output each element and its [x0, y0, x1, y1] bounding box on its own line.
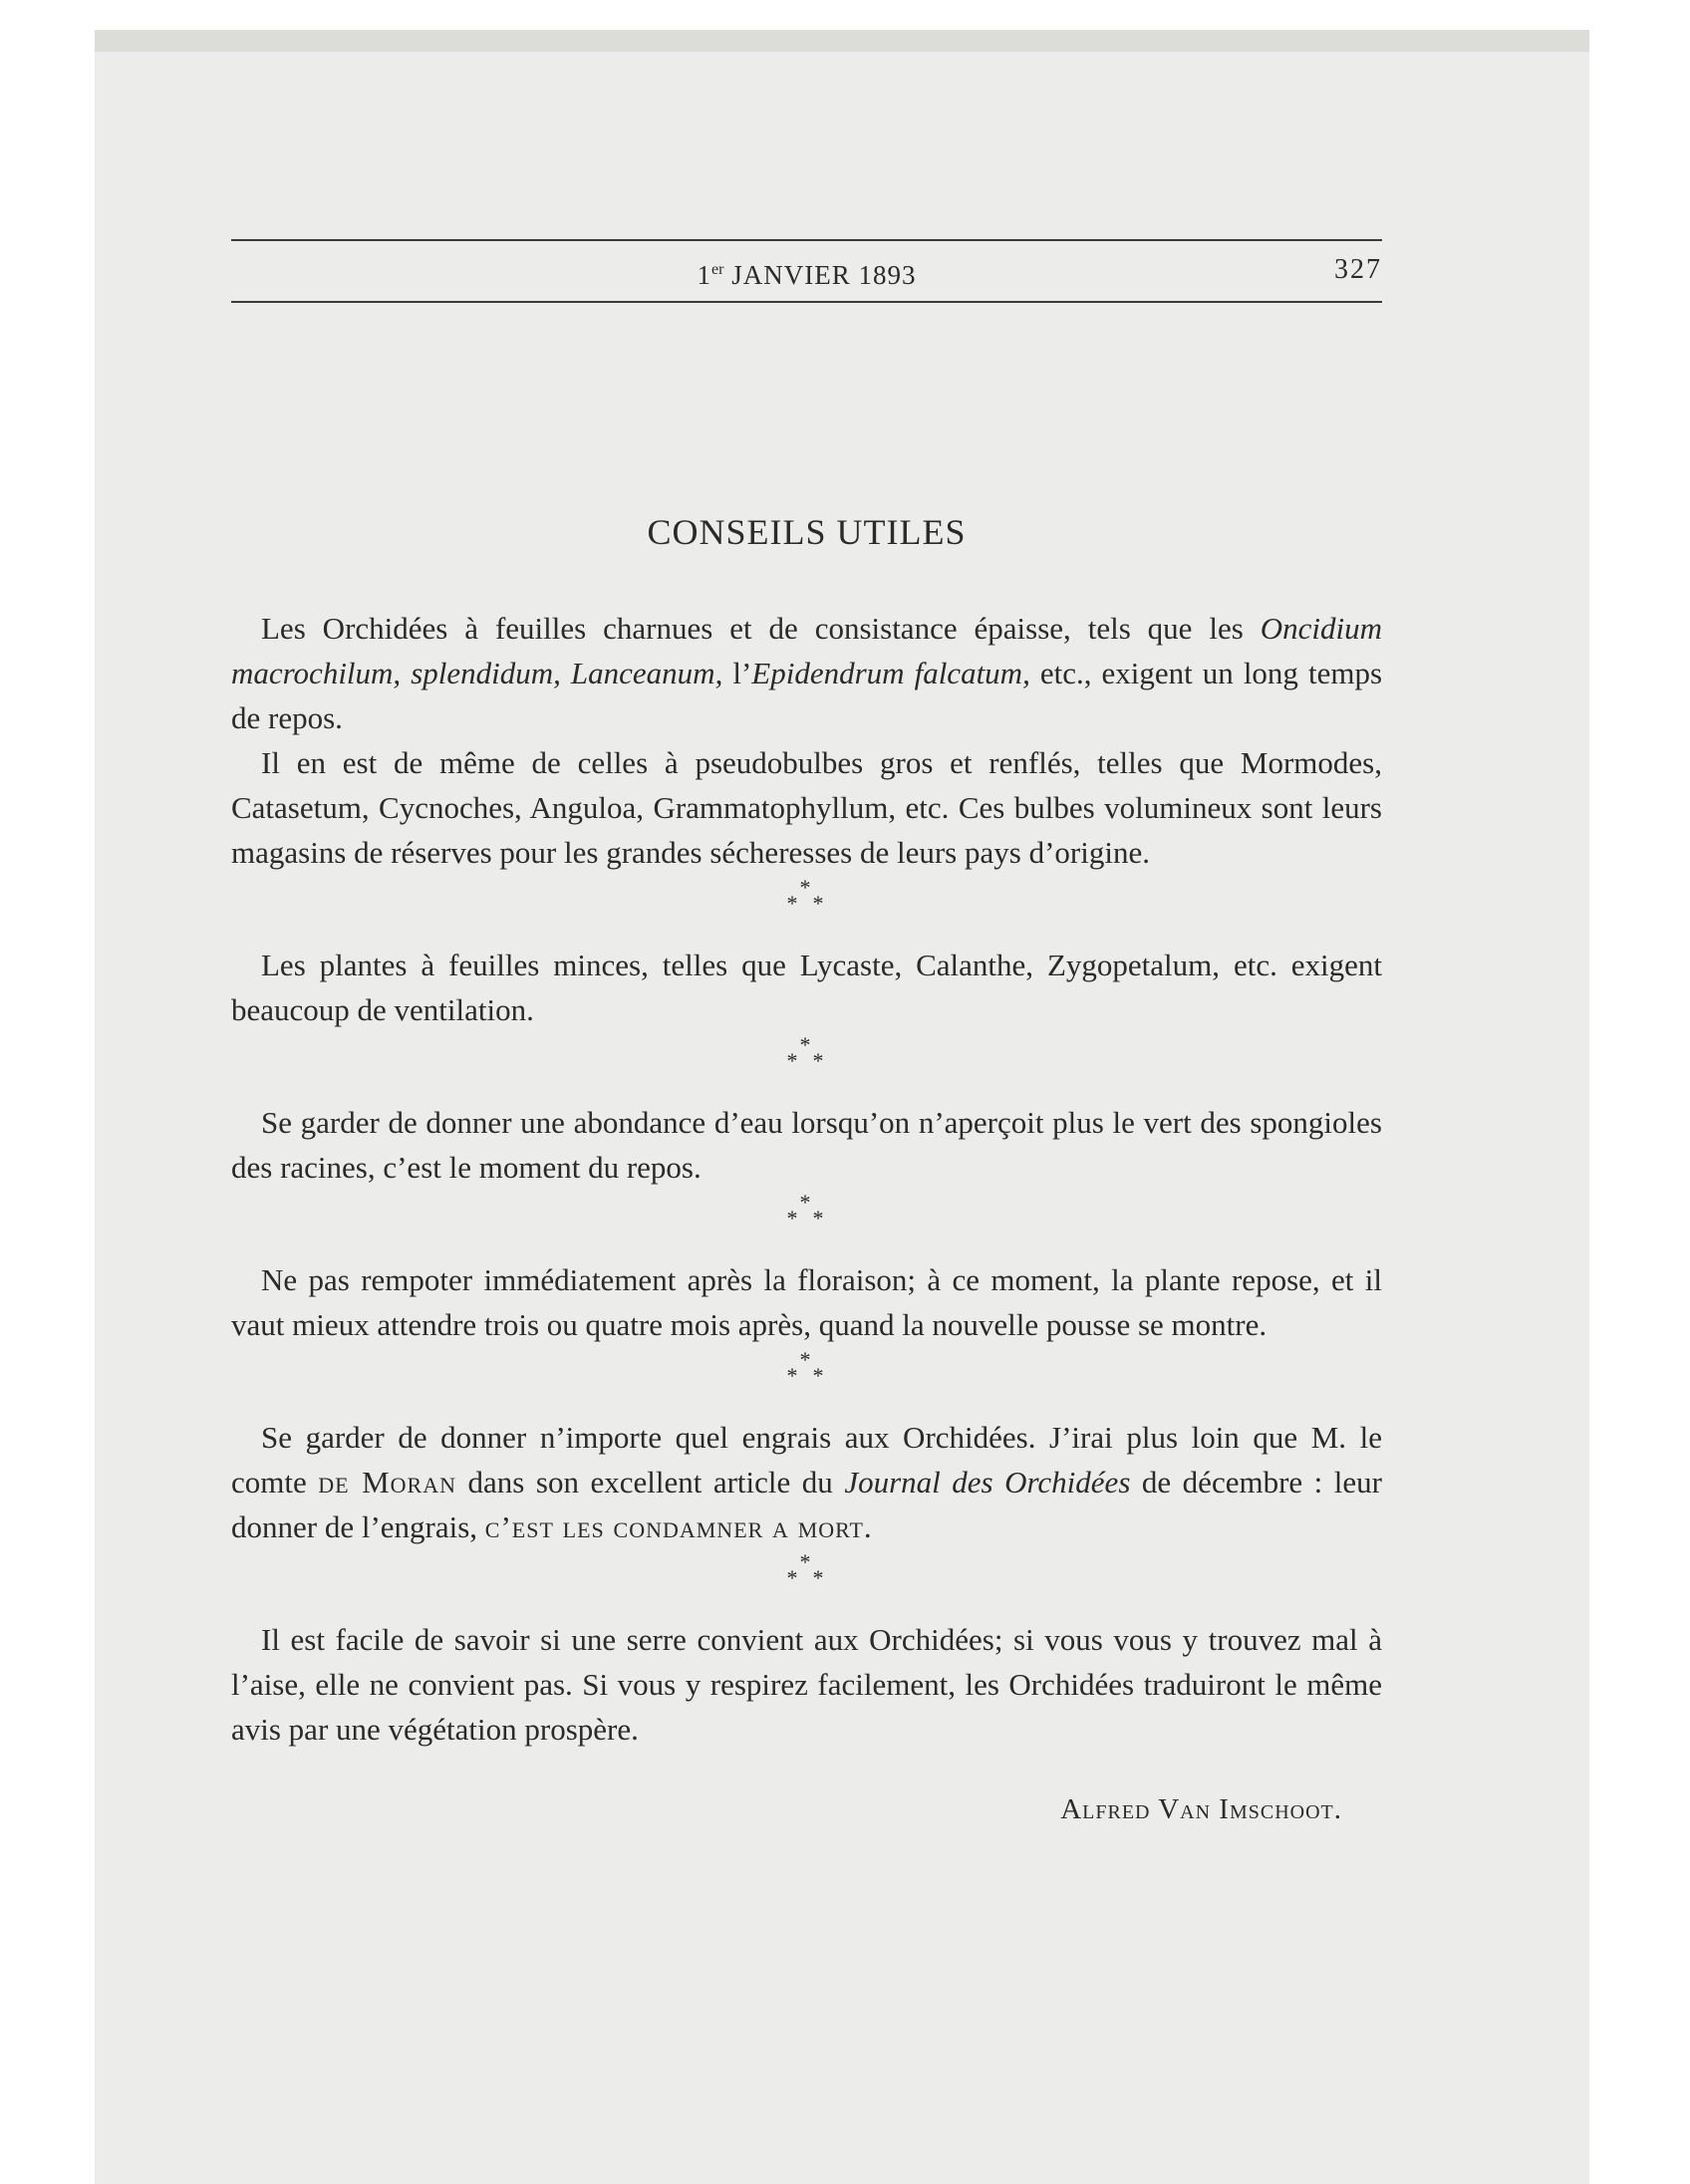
p6-journal-title: Journal des Orchidées [844, 1465, 1131, 1500]
asterism-divider [767, 1349, 847, 1393]
asterisk-glyph: * [812, 1206, 824, 1230]
page-number: 327 [1334, 254, 1382, 285]
asterisk-glyph: * [799, 1190, 811, 1215]
p1-epidendrum: Epidendrum falcatum, [751, 656, 1030, 690]
running-header [231, 239, 1382, 305]
asterisk-glyph: * [786, 1363, 798, 1388]
date-ordinal: er [711, 261, 724, 278]
p1-text-a: Les Orchidées à feuilles charnues et de consistance épaisse, tels que les [261, 611, 1261, 646]
header-top-rule [231, 239, 1382, 241]
header-bottom-rule [231, 301, 1382, 303]
asterisk-glyph: * [812, 1048, 824, 1073]
p1-text-b: l’ [722, 656, 752, 690]
asterisk-glyph: * [812, 891, 824, 916]
asterisk-glyph: * [799, 1347, 811, 1372]
scan-edge-strip [95, 30, 1589, 52]
article-body [231, 606, 1382, 1832]
p6-text-c: de décembre : leur donner de l’engrais, [231, 1465, 1383, 1544]
paragraph-1 [231, 606, 1382, 740]
asterisk-glyph: * [799, 875, 811, 900]
paragraph-4: Se garder de donner une abondance d’eau lorsqu’on n’aperçoit plus le vert des spongioles des racines, c’est le moment du repos. [231, 1105, 1382, 1185]
p6-text-b: dans son excellent article du [456, 1465, 845, 1500]
asterism-divider [767, 1192, 847, 1235]
p1-species-names: Oncidium macrochilum, splendidum, Lanceanum, [231, 611, 1382, 690]
p6-text-a: Se garder de donner n’importe quel engrais aux Orchidées. J’irai plus loin que M. le comte [231, 1420, 1382, 1500]
asterisk-glyph: * [786, 1048, 798, 1073]
asterisk-glyph: * [786, 891, 798, 916]
header-date [231, 255, 1382, 290]
paragraph-2: Il en est de même de celles à pseudobulbes gros et renflés, telles que Mormodes, Catasetum, Cycnoches, Anguloa, Grammatophyllum, etc. Ces bulbes volumineux sont leurs magasins de réserves pour les grandes sécheresses de leurs pays d’origine. [231, 745, 1382, 870]
p6-emphasis: c’est les condamner a mort. [484, 1509, 873, 1544]
paragraph-5: Ne pas rempoter immédiatement après la floraison; à ce moment, la plante repose, et il vaut mieux attendre trois ou quatre mois après, quand la nouvelle pousse se montre. [231, 1262, 1382, 1342]
article-title: CONSEILS UTILES [647, 512, 967, 552]
asterisk-glyph: * [799, 1549, 811, 1574]
asterisk-glyph: * [799, 1032, 811, 1057]
asterisk-glyph: * [812, 1565, 824, 1590]
asterisk-glyph: * [786, 1206, 798, 1230]
author-signature: Alfred Van Imschoot. [1060, 1793, 1342, 1825]
asterism-divider [767, 877, 847, 921]
p1-text-c: etc., exigent un long temps de repos. [231, 656, 1383, 735]
paragraph-3: Les plantes à feuilles minces, telles que Lycaste, Calanthe, Zygopetalum, etc. exigent beaucoup de ventilation. [231, 948, 1382, 1027]
date-day: 1 [697, 260, 712, 290]
paragraph-7: Il est facile de savoir si une serre convient aux Orchidées; si vous vous y trouvez mal à l’aise, elle ne convient pas. Si vous y respirez facilement, les Orchidées traduiront le même avis par une végétation prospère. [231, 1622, 1382, 1747]
asterisk-glyph: * [786, 1565, 798, 1590]
paragraph-6 [231, 1415, 1382, 1549]
asterisk-glyph: * [812, 1363, 824, 1388]
p6-de-moran: de Moran [318, 1465, 457, 1500]
asterism-divider [767, 1034, 847, 1078]
asterism-divider [767, 1551, 847, 1595]
date-month-year: JANVIER 1893 [723, 260, 917, 290]
